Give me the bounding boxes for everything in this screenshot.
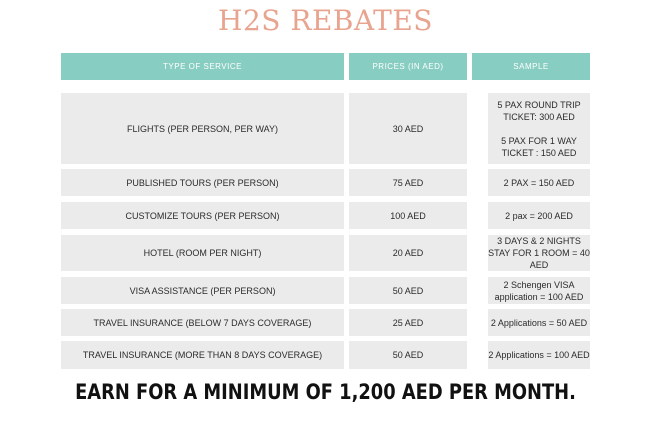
sample-cell: 2 Schengen VISA application = 100 AED bbox=[488, 277, 590, 304]
service-cell: CUSTOMIZE TOURS (PER PERSON) bbox=[61, 202, 344, 229]
header-sample: SAMPLE bbox=[472, 53, 590, 80]
page-title: H2S REBATES bbox=[218, 4, 433, 37]
sample-cell: 2 Applications = 50 AED bbox=[488, 309, 590, 336]
sample-cell: 2 PAX = 150 AED bbox=[488, 169, 590, 196]
price-cell: 25 AED bbox=[349, 309, 467, 336]
price-cell: 30 AED bbox=[349, 93, 467, 164]
sample-cell: 2 Applications = 100 AED bbox=[488, 341, 590, 369]
service-cell: HOTEL (ROOM PER NIGHT) bbox=[61, 235, 344, 271]
service-cell: PUBLISHED TOURS (PER PERSON) bbox=[61, 169, 344, 196]
price-cell: 100 AED bbox=[349, 202, 467, 229]
service-cell: TRAVEL INSURANCE (MORE THAN 8 DAYS COVERAGE) bbox=[61, 341, 344, 369]
service-cell: TRAVEL INSURANCE (BELOW 7 DAYS COVERAGE) bbox=[61, 309, 344, 336]
header-service: TYPE OF SERVICE bbox=[61, 53, 344, 80]
price-cell: 50 AED bbox=[349, 341, 467, 369]
price-cell: 50 AED bbox=[349, 277, 467, 304]
sample-cell: 2 pax = 200 AED bbox=[488, 202, 590, 229]
footer-note: EARN FOR A MINIMUM OF 1,200 AED PER MONTH. bbox=[75, 380, 576, 404]
price-cell: 20 AED bbox=[349, 235, 467, 271]
service-cell: VISA ASSISTANCE (PER PERSON) bbox=[61, 277, 344, 304]
header-price: PRICES (IN AED) bbox=[349, 53, 467, 80]
price-cell: 75 AED bbox=[349, 169, 467, 196]
sample-cell: 3 DAYS & 2 NIGHTS STAY FOR 1 ROOM = 40 AED bbox=[488, 236, 590, 270]
sample-cell: 5 PAX ROUND TRIP TICKET: 300 AED 5 PAX FOR 1 WAY TICKET : 150 AED bbox=[488, 93, 590, 164]
service-cell: FLIGHTS (PER PERSON, PER WAY) bbox=[61, 93, 344, 164]
